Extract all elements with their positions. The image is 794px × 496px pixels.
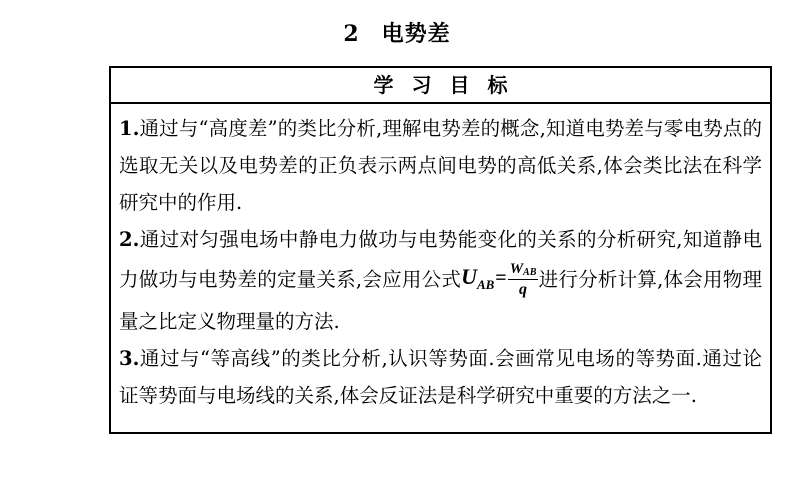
objective-index: 3. [119, 347, 140, 370]
formula-equals: = [495, 267, 507, 289]
learning-objectives-box [109, 66, 772, 434]
section-title: 电势差 [381, 21, 451, 47]
potential-difference-formula [461, 258, 538, 303]
formula-numerator-var: W [509, 260, 524, 277]
objective-text: 通过与“高度差”的类比分析,理解电势差的概念,知道电势差与零电势点的选取无关以及电势差的正负表示两点间电势的高低关系,体会类比法在科学研究中的作用. [119, 117, 762, 214]
page-title [0, 18, 794, 50]
objective-item-1 [119, 110, 762, 221]
section-number: 2 [343, 21, 360, 47]
objective-text-continued: 进行分析计算,体会用物理量之比定义物理量的方法. [119, 268, 762, 333]
learning-objectives-heading: 学习目标 [111, 68, 770, 104]
learning-objectives-body [111, 104, 770, 414]
objective-index: 2. [119, 228, 140, 251]
formula-fraction [508, 262, 539, 298]
formula-numerator-sub: AB [523, 266, 537, 278]
formula-lhs-var: U [461, 264, 477, 289]
objective-item-2 [119, 221, 762, 340]
objective-item-3 [119, 340, 762, 414]
formula-numerator [508, 262, 539, 280]
formula-lhs-sub: AB [476, 277, 495, 292]
objective-text: 通过与“等高线”的类比分析,认识等势面.会画常见电场的等势面.通过论证等势面与电场线的关系,体会反证法是科学研究中重要的方法之一. [119, 347, 762, 407]
objective-text: 通过对匀强电场中静电力做功与电势能变化的关系的分析研究,知道静电力做功与电势差的定量关系,会应用公式 [119, 228, 762, 291]
formula-denominator: q [519, 280, 528, 298]
objective-index: 1. [119, 117, 140, 140]
